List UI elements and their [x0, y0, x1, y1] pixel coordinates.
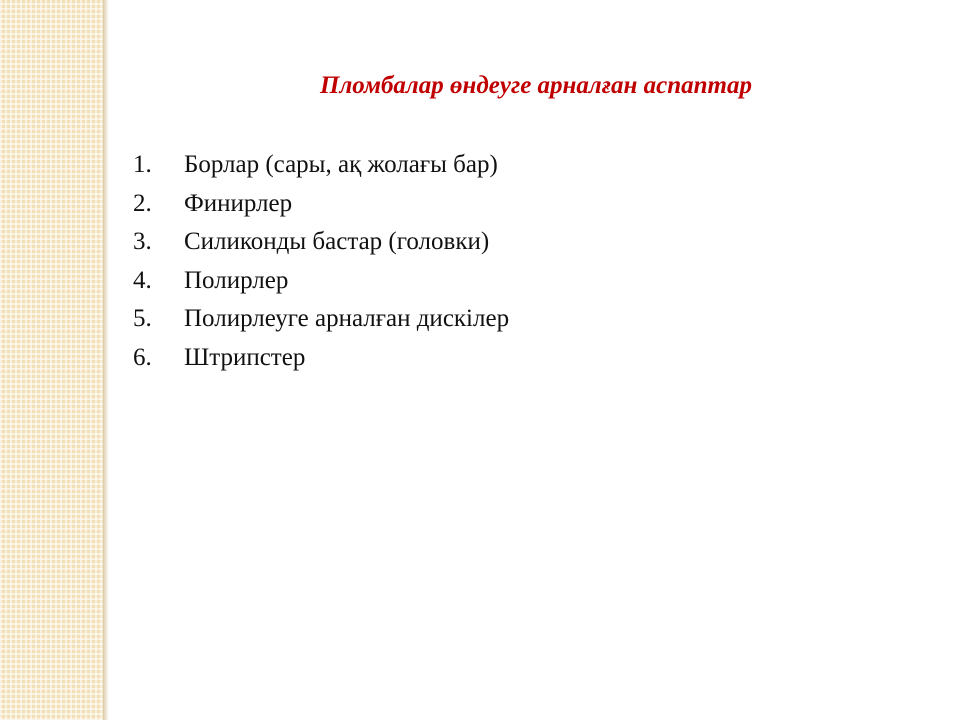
list-item-text: Полирлеуге арналған дискiлер — [184, 305, 510, 332]
list-item-text: Борлар (сары, ақ жолағы бар) — [184, 151, 498, 178]
list-item-text: Полирлер — [184, 266, 289, 294]
list-item-number: 5. — [133, 305, 152, 332]
list-item — [133, 185, 509, 224]
tool-list — [133, 146, 509, 377]
list-item-number: 6. — [133, 343, 152, 371]
list-item-number: 1. — [133, 151, 152, 178]
list-item — [133, 223, 509, 262]
list-item-number: 4. — [133, 266, 152, 294]
list-item-number: 3. — [133, 228, 152, 255]
list-item — [133, 146, 509, 185]
list-item-text: Финирлер — [184, 189, 293, 217]
list-item — [133, 300, 509, 339]
list-item — [133, 339, 509, 378]
list-item-number: 2. — [133, 189, 152, 217]
decorative-side-band — [0, 0, 103, 720]
list-item — [133, 262, 509, 301]
list-item-text: Штрипстер — [184, 343, 306, 371]
list-item-text: Силиконды бастар (головки) — [184, 228, 490, 255]
side-band-shadow — [103, 0, 109, 720]
slide-title: Пломбалар өндеуге арналған аспаптар — [320, 72, 752, 99]
